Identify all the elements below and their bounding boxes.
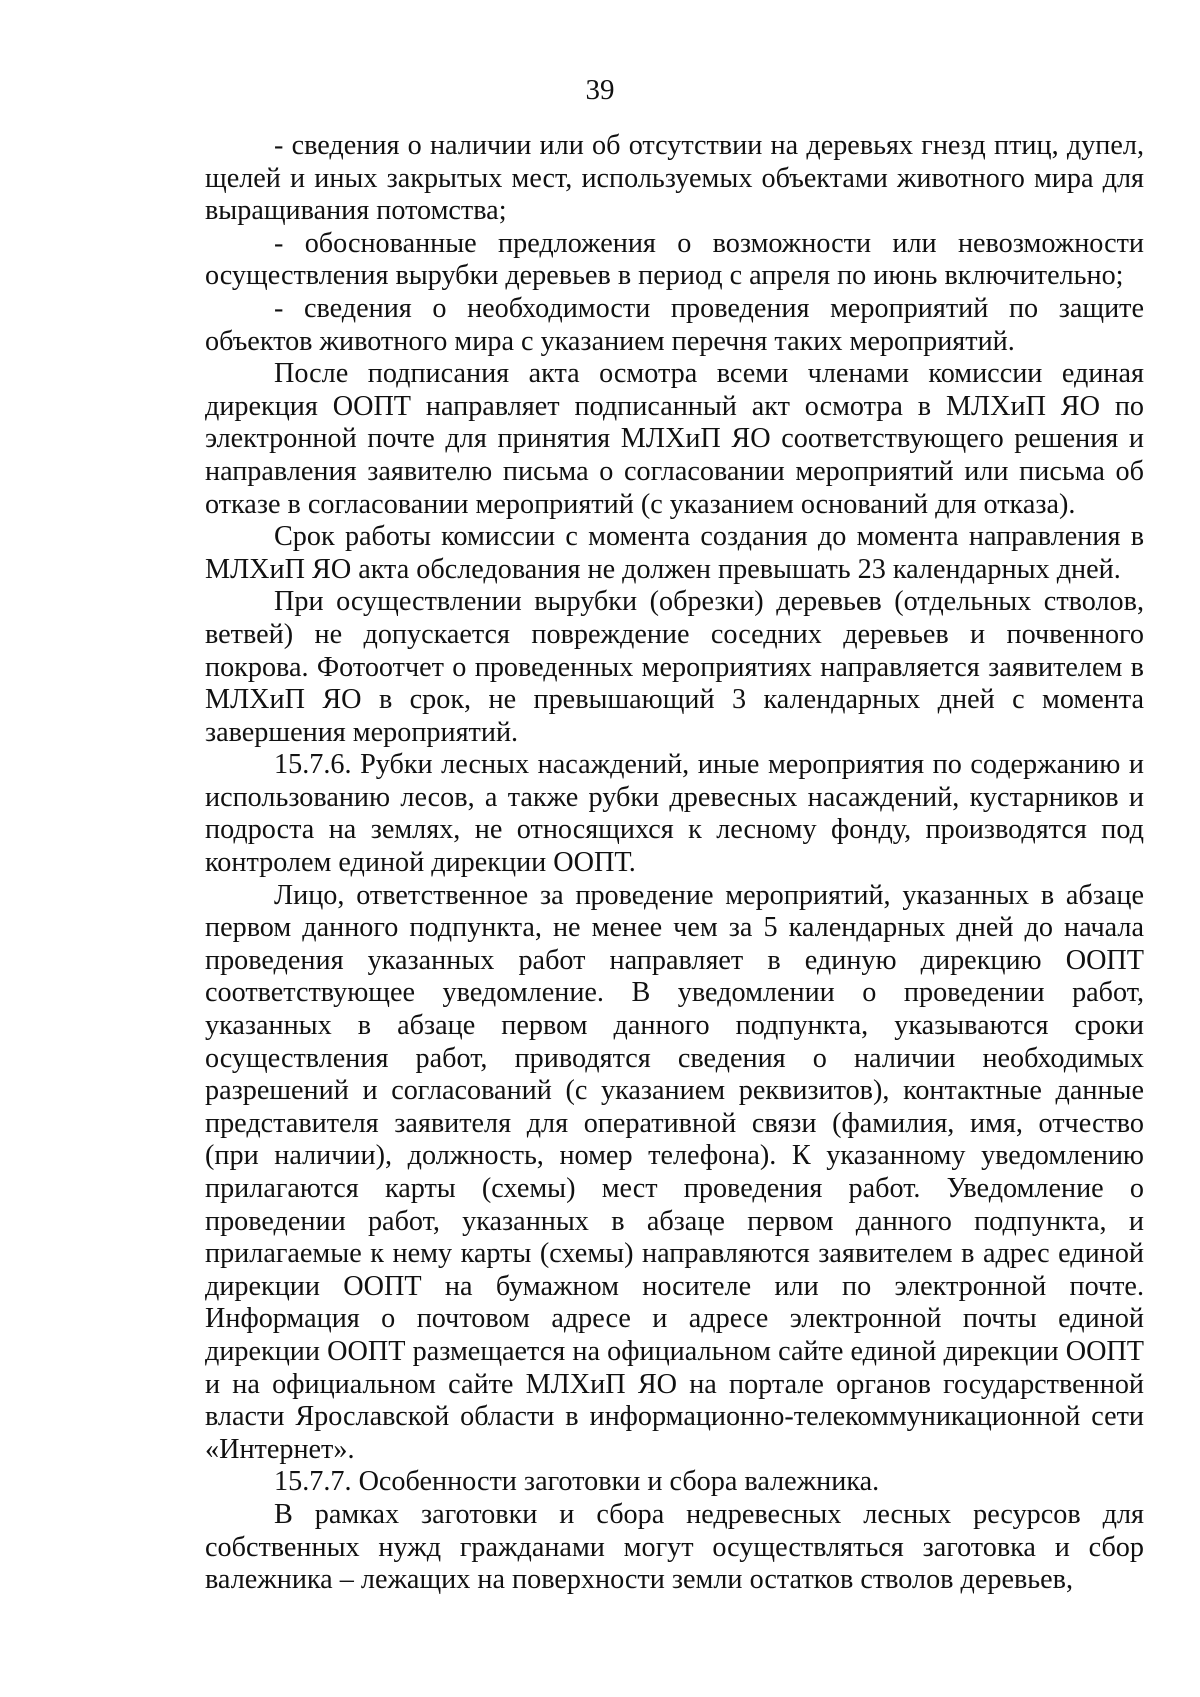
paragraph-notification: Лицо, ответственное за проведение мероприятий, указанных в абзаце первом данного подпункта, не менее чем за 5 календарных дней до начала проведения указанных работ направляет в единую дирекцию ООПТ соответствующее уведомление. В уведомлении о проведении работ, указанных в абзаце первом данного подпункта, указываются сроки осуществления работ, приводятся сведения о наличии необходимых разрешений и согласований (с указанием реквизитов), контактные данные представителя заявителя для оперативной связи (фамилия, имя, отчество (при наличии), должность, номер телефона). К указанному уведомлению прилагаются карты (схемы) мест проведения работ. Уведомление о проведении работ, указанных в абзаце первом данного подпункта, и прилагаемые к нему карты (схемы) направляются заявителем в адрес единой дирекции ООПТ на бумажном носителе или по электронной почте. Информация о почтовом адресе и адресе электронной почты единой дирекции ООПТ размещается на официальном сайте единой дирекции ООПТ и на официальном сайте МЛХиП ЯО на портале органов государственной власти Ярославской области в информационно-телекоммуникационной сети «Интернет». (205, 879, 1144, 1465)
paragraph-deadwood: В рамках заготовки и сбора недревесных лесных ресурсов для собственных нужд гражданами могут осуществляться заготовка и сбор валежника – лежащих на поверхности земли остатков стволов деревьев, (205, 1498, 1144, 1596)
paragraph-commission-term: Срок работы комиссии с момента создания до момента направления в МЛХиП ЯО акта обследования не должен превышать 23 календарных дней. (205, 521, 1144, 585)
paragraph-felling-damage: При осуществлении вырубки (обрезки) деревьев (отдельных стволов, ветвей) не допускается повреждение соседних деревьев и почвенного покрова. Фотоотчет о проведенных мероприятиях направляется заявителем в МЛХиП ЯО в срок, не превышающий 3 календарных дней с момента завершения мероприятий. (205, 586, 1144, 748)
paragraph-bird-nests: - сведения о наличии или об отсутствии на деревьях гнезд птиц, дупел, щелей и иных закрытых мест, используемых объектами животного мира для выращивания потомства; (205, 130, 1144, 227)
paragraph-felling-proposals: - обоснованные предложения о возможности или невозможности осуществления вырубки деревьев в период с апреля по июнь включительно; (205, 227, 1144, 292)
body-text (205, 130, 1144, 1597)
paragraph-15-7-7: 15.7.7. Особенности заготовки и сбора валежника. (274, 1466, 880, 1498)
paragraph-inspection-act: После подписания акта осмотра всеми членами комиссии единая дирекция ООПТ направляет подписанный акт осмотра в МЛХиП ЯО по электронной почте для принятия МЛХиП ЯО соответствующего решения и направления заявителю письма о согласовании мероприятий или письма об отказе в согласовании мероприятий (с указанием оснований для отказа). (205, 358, 1144, 520)
paragraph-15-7-6: 15.7.6. Рубки лесных насаждений, иные мероприятия по содержанию и использованию лесов, а также рубки древесных насаждений, кустарников и подроста на землях, не относящихся к лесному фонду, производятся под контролем единой дирекции ООПТ. (205, 749, 1144, 879)
paragraph-wildlife-protection: - сведения о необходимости проведения мероприятий по защите объектов животного мира с указанием перечня таких мероприятий. (205, 292, 1144, 357)
page-number: 39 (585, 74, 615, 106)
